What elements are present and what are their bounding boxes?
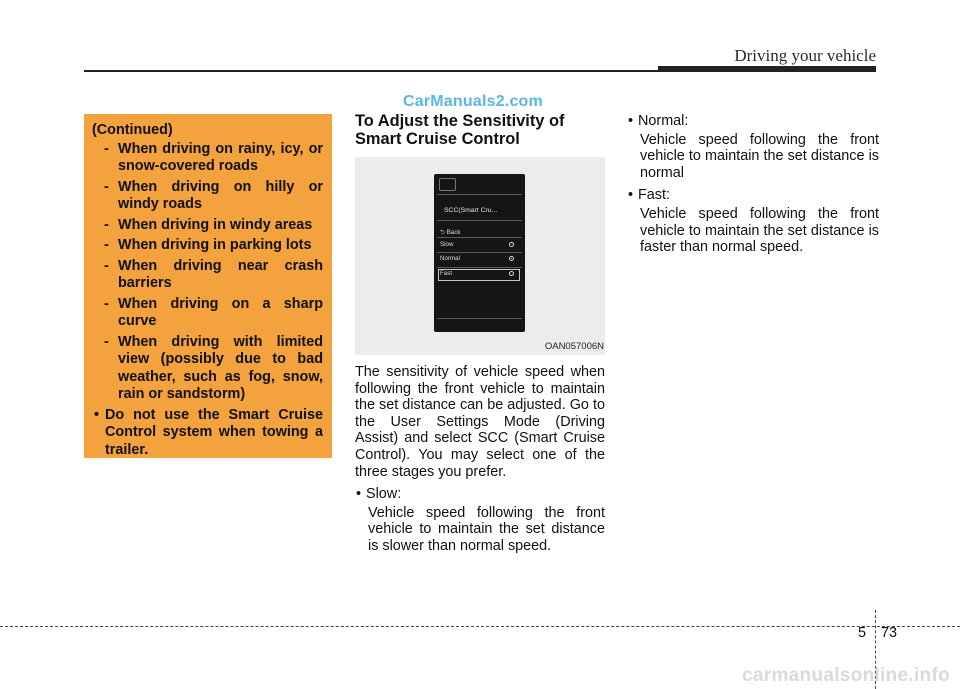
warning-item: - When driving with limited view (possibly due to bad weather, such as fog, snow, rain or sandstorm) (92, 334, 323, 404)
body-text-middle (355, 364, 605, 555)
screen-divider (437, 220, 522, 221)
header-bar (658, 66, 876, 72)
warning-item: - When driving in windy areas (92, 217, 323, 235)
screen-divider (437, 194, 522, 195)
warning-item: - When driving near crash barriers (92, 258, 323, 293)
radio-fast-icon (509, 271, 514, 276)
figure-code: OAN057006N (544, 341, 604, 352)
back-menu-item: ⮌ Back (440, 229, 461, 236)
figure-scc-settings (355, 157, 605, 355)
screen-divider (437, 267, 522, 268)
watermark-bottom: carmanualsonline.info (742, 665, 950, 686)
option-fast: Fast (440, 270, 453, 277)
footer-rule (0, 626, 960, 627)
fast-description: Vehicle speed following the front vehicle to maintain the set distance is faster than normal speed. (640, 205, 879, 256)
radio-slow-icon (509, 242, 514, 247)
warning-item: - When driving on hilly or windy roads (92, 179, 323, 214)
screen-divider (437, 237, 522, 238)
warning-box (84, 114, 332, 458)
screen-divider (437, 252, 522, 253)
body-text-right (627, 113, 879, 256)
display-screen (434, 174, 525, 332)
radio-normal-selected-icon (509, 256, 514, 261)
header-rule (84, 70, 658, 72)
watermark-link[interactable]: CarManuals2.com (403, 93, 543, 110)
slow-description: Vehicle speed following the front vehicle to maintain the set distance is slower than normal speed. (368, 504, 605, 554)
running-header: Driving your vehicle (734, 46, 876, 65)
normal-description: Vehicle speed following the front vehicle to maintain the set distance is normal (640, 131, 879, 181)
section-heading: To Adjust the Sensitivity of Smart Cruise Control (355, 112, 565, 148)
warning-bullet-item: • Do not use the Smart Cruise Control system when towing a trailer. (92, 407, 323, 460)
page-number: 73 (881, 625, 898, 641)
slow-label: • Slow: (355, 486, 605, 503)
option-slow: Slow (440, 241, 454, 248)
screen-divider (437, 318, 522, 319)
continued-label: (Continued) (92, 122, 173, 138)
warning-dash-list (92, 141, 323, 460)
screen-title: SCC(Smart Cru... (444, 207, 498, 214)
warning-item: - When driving in parking lots (92, 237, 323, 255)
fast-label: • Fast: (627, 187, 879, 204)
warning-item: - When driving on a sharp curve (92, 296, 323, 331)
section-number: 5 (858, 625, 867, 641)
slow-bullet (355, 486, 605, 554)
normal-label: • Normal: (627, 113, 879, 130)
intro-paragraph: The sensitivity of vehicle speed when following the front vehicle to maintain the set distance can be adjusted. Go to the User Settings Mode (Driving Assist) and select SCC (Smart Cruise Control). You may select one of the three stages you prefer. (355, 364, 605, 480)
home-button-icon (439, 178, 456, 191)
warning-item: - When driving on rainy, icy, or snow-covered roads (92, 141, 323, 176)
option-normal: Normal (440, 255, 460, 262)
